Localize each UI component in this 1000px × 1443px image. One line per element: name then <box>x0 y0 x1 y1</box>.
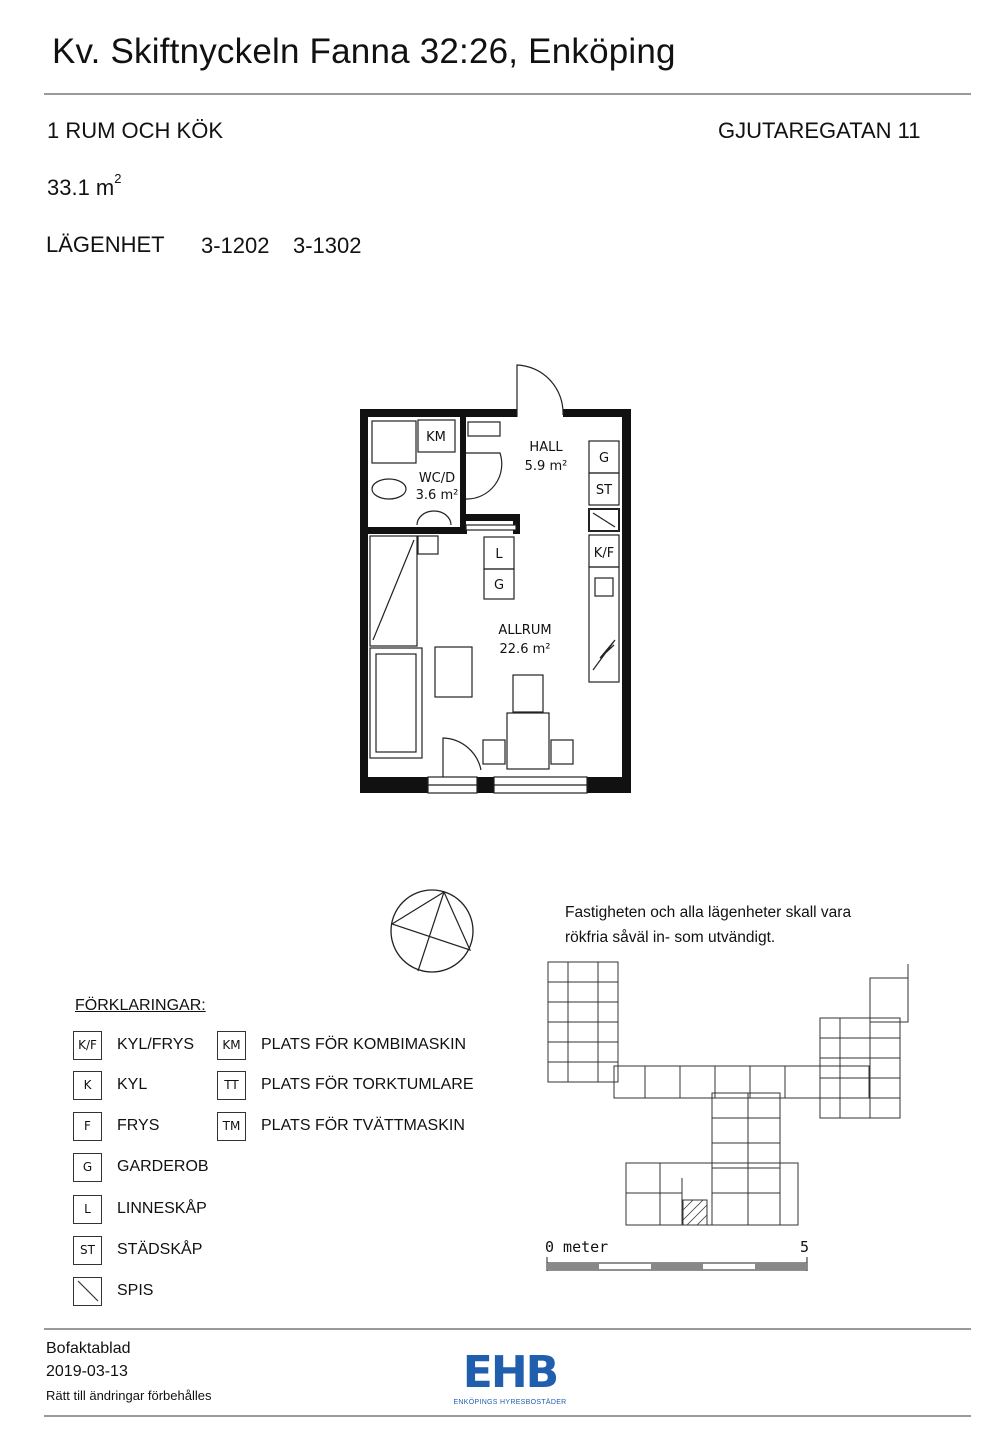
footer-doc-type: Bofaktablad <box>46 1340 131 1357</box>
legend-label: SPIS <box>117 1282 154 1299</box>
legend-item <box>217 1111 465 1141</box>
scale-start-label: 0 meter <box>545 1238 609 1256</box>
apartment-type: 1 RUM OCH KÖK <box>47 118 224 143</box>
legend-title: FÖRKLARINGAR: <box>75 997 206 1014</box>
address: GJUTAREGATAN 11 <box>718 118 921 143</box>
stove-icon <box>73 1277 102 1306</box>
legend-label: LINNESKÅP <box>117 1200 207 1217</box>
legend-code-box: KM <box>217 1031 246 1060</box>
footer-divider-bottom <box>44 1415 971 1417</box>
room-name: ALLRUM <box>498 623 552 638</box>
legend-code-box: TM <box>217 1112 246 1141</box>
scale-end-label: 5 <box>800 1238 810 1256</box>
logo-caption: ENKÖPINGS HYRESBOSTÄDER <box>453 1399 567 1406</box>
scale-bar <box>546 1257 810 1273</box>
marker-label: G <box>493 578 505 593</box>
legend-label: PLATS FÖR TORKTUMLARE <box>261 1076 474 1093</box>
legend-label: PLATS FÖR KOMBIMASKIN <box>261 1036 467 1053</box>
footer-disclaimer: Rätt till ändringar förbehålles <box>46 1388 212 1403</box>
legend-item <box>73 1030 194 1060</box>
apartment-area: 33.1 $m^2$ <box>47 171 122 200</box>
legend-label: KYL <box>117 1076 148 1093</box>
legend-item <box>217 1030 466 1060</box>
legend-item <box>217 1070 473 1100</box>
smoke-free-notice: Fastigheten och alla lägenheter skall vara rökfria såväl in- som utvändigt. <box>565 904 852 946</box>
unit-number: 3-1302 <box>293 233 362 258</box>
legend-code-box: G <box>73 1153 102 1182</box>
room-name: HALL <box>529 440 563 455</box>
legend-code-box: K <box>73 1071 102 1100</box>
legend-item <box>73 1111 159 1141</box>
ehb-logo: EHB <box>462 1347 558 1398</box>
legend-label: GARDEROB <box>117 1158 209 1175</box>
legend-item <box>73 1152 209 1182</box>
legend-item <box>73 1276 153 1306</box>
legend-label: PLATS FÖR TVÄTTMASKIN <box>261 1117 465 1134</box>
unit-number: 3-1202 <box>201 233 270 258</box>
legend-code-box: ST <box>73 1236 102 1265</box>
legend-label: KYL/FRYS <box>117 1036 195 1053</box>
legend-label: FRYS <box>117 1117 160 1134</box>
legend-item <box>73 1194 207 1224</box>
page-title: Kv. Skiftnyckeln Fanna 32:26, Enköping <box>52 32 676 71</box>
building-overview-map <box>540 958 920 1230</box>
marker-label: K/F <box>593 546 615 561</box>
marker-label: G <box>598 451 610 466</box>
legend-item <box>73 1070 147 1100</box>
legend-item <box>73 1235 202 1265</box>
marker-label: L <box>495 547 503 562</box>
room-area: 22.6 m² <box>499 642 551 657</box>
legend-code-box: K/F <box>73 1031 102 1060</box>
footer-divider-top <box>44 1328 971 1330</box>
legend-code-box: F <box>73 1112 102 1141</box>
marker-label: ST <box>595 483 613 498</box>
room-area: 3.6 m² <box>415 488 459 503</box>
legend-label: STÄDSKÅP <box>117 1241 203 1258</box>
footer-date: 2019-03-13 <box>46 1363 128 1380</box>
room-area: 5.9 m² <box>524 459 568 474</box>
unit-label: LÄGENHET <box>46 232 165 257</box>
north-arrow-icon <box>388 888 478 978</box>
marker-label: KM <box>426 430 446 445</box>
room-name: WC/D <box>418 471 456 486</box>
legend-code-box: TT <box>217 1071 246 1100</box>
legend-code-box: L <box>73 1195 102 1224</box>
